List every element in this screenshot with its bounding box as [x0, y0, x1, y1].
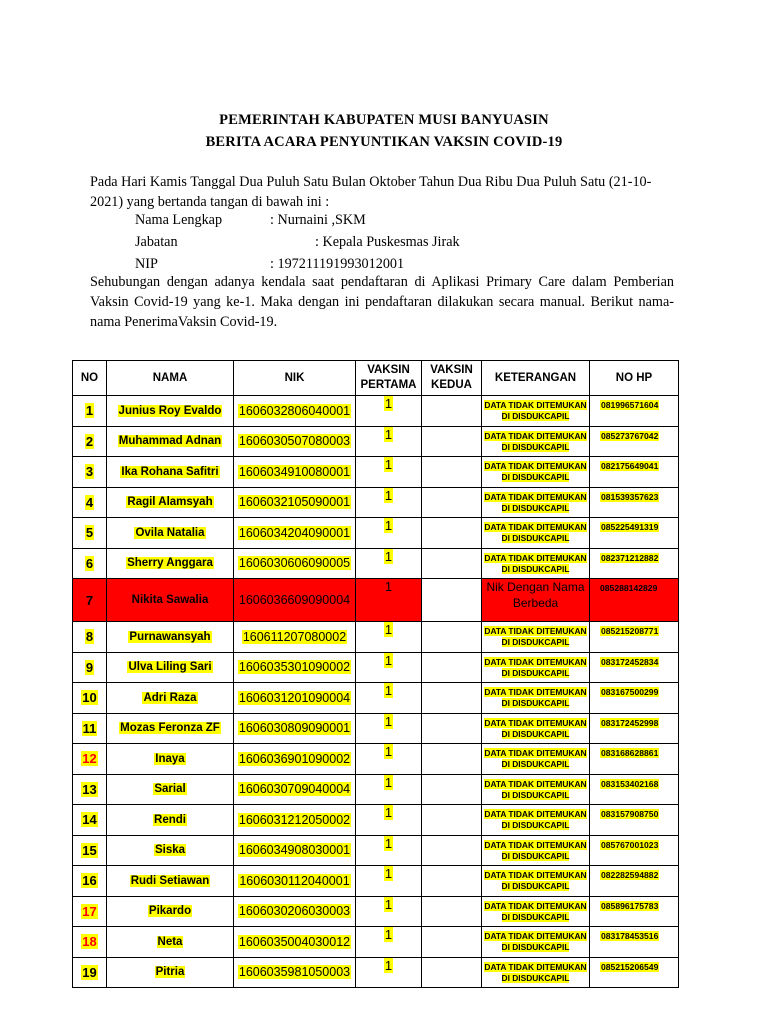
cell-no-hp-text: 085767001023: [601, 839, 659, 850]
cell-no: [73, 896, 107, 927]
cell-no-text: 12: [82, 751, 97, 767]
table-row: [73, 487, 679, 518]
jabatan-label: Jabatan: [135, 234, 178, 250]
cell-vaksin-kedua: [422, 622, 482, 653]
cell-no-hp-text: 083172452998: [601, 717, 659, 728]
table-row: [73, 457, 679, 488]
cell-no: [73, 426, 107, 457]
cell-no-hp: [590, 396, 679, 427]
cell-keterangan-text: DATA TIDAK DITEMUKAN DI DISDUKCAPIL: [484, 961, 587, 983]
cell-vaksin-pertama-text: 1: [384, 713, 393, 729]
cell-keterangan: [482, 927, 590, 958]
cell-vaksin-pertama-text: 1: [384, 652, 393, 668]
cell-no-hp: [590, 622, 679, 653]
cell-vaksin-pertama: [356, 622, 422, 653]
cell-vaksin-pertama-text: 1: [384, 457, 393, 472]
cell-no-text: 9: [85, 659, 94, 675]
cell-keterangan: [482, 896, 590, 927]
cell-nama-text: Siska: [154, 844, 186, 857]
cell-keterangan: [482, 487, 590, 518]
cell-keterangan-text: DATA TIDAK DITEMUKAN DI DISDUKCAPIL: [484, 900, 587, 922]
cell-no-hp: [590, 426, 679, 457]
cell-nik: [234, 396, 356, 427]
cell-nik-text: 1606034910080001: [238, 464, 351, 479]
cell-nama-text: Sherry Anggara: [127, 557, 213, 570]
cell-no: [73, 652, 107, 683]
cell-keterangan-text: DATA TIDAK DITEMUKAN DI DISDUKCAPIL: [484, 400, 587, 422]
cell-vaksin-pertama-text: 1: [384, 927, 393, 942]
table-row: [73, 957, 679, 988]
cell-keterangan: [482, 957, 590, 988]
cell-nik-text: 1606030112040001: [239, 873, 350, 888]
cell-nik-text: 1606032806040001: [238, 403, 351, 418]
cell-keterangan: [482, 396, 590, 427]
cell-nama: [107, 866, 234, 897]
cell-nama: [107, 713, 234, 744]
nip-value: : 197211191993012001: [270, 256, 405, 272]
cell-keterangan: [482, 579, 590, 622]
cell-no-hp-text: 081996571604: [601, 400, 659, 410]
cell-vaksin-pertama: [356, 652, 422, 683]
header-no-hp: NO HP: [590, 361, 679, 396]
cell-nik-text: 1606034204090001: [238, 525, 351, 540]
table-row: [73, 866, 679, 897]
cell-keterangan-text: DATA TIDAK DITEMUKAN DI DISDUKCAPIL: [484, 778, 587, 800]
cell-nama-text: Mozas Feronza ZF: [120, 722, 220, 735]
cell-nama-text: Pitria: [155, 966, 185, 979]
table-row: [73, 518, 679, 549]
cell-nama: [107, 774, 234, 805]
cell-keterangan-text: Nik Dengan Nama Berbeda: [486, 580, 585, 610]
cell-no-text: 7: [85, 592, 94, 608]
cell-vaksin-pertama-text: 1: [384, 426, 393, 442]
cell-keterangan: [482, 866, 590, 897]
cell-no: [73, 774, 107, 805]
cell-keterangan-text: DATA TIDAK DITEMUKAN DI DISDUKCAPIL: [484, 626, 587, 648]
table-row: [73, 744, 679, 775]
cell-keterangan-text: DATA TIDAK DITEMUKAN DI DISDUKCAPIL: [484, 430, 587, 452]
cell-nama-text: Ovila Natalia: [135, 526, 205, 539]
cell-nik-text: 160611207080002: [242, 629, 347, 644]
table-row: [73, 652, 679, 683]
cell-vaksin-pertama-text: 1: [384, 835, 393, 851]
cell-no-hp: [590, 957, 679, 988]
cell-no-text: 6: [85, 555, 94, 571]
cell-no-hp: [590, 548, 679, 579]
cell-vaksin-kedua: [422, 866, 482, 897]
table-row: [73, 548, 679, 579]
cell-no: [73, 835, 107, 866]
cell-nik-text: 1606030606090005: [238, 556, 351, 571]
cell-no-hp: [590, 713, 679, 744]
cell-nik: [234, 426, 356, 457]
cell-vaksin-kedua: [422, 835, 482, 866]
table-row: [73, 426, 679, 457]
cell-no-hp-text: 083172452834: [601, 656, 659, 667]
cell-no-hp: [590, 744, 679, 775]
cell-nik: [234, 518, 356, 549]
cell-vaksin-kedua: [422, 457, 482, 488]
cell-no-hp-text: 085896175783: [601, 900, 659, 911]
cell-no-text: 10: [82, 690, 97, 706]
cell-no-hp-text: 085215206549: [601, 961, 659, 972]
cell-vaksin-kedua: [422, 518, 482, 549]
cell-no-hp-text: 083153402168: [601, 778, 659, 789]
cell-no-hp-text: 085225491319: [601, 522, 659, 532]
cell-vaksin-pertama-text: 1: [384, 957, 393, 973]
cell-vaksin-pertama: [356, 426, 422, 457]
cell-vaksin-pertama-text: 1: [384, 396, 393, 411]
cell-nik: [234, 805, 356, 836]
cell-keterangan: [482, 805, 590, 836]
cell-nik: [234, 866, 356, 897]
cell-nama: [107, 957, 234, 988]
header-nik: NIK: [234, 361, 356, 396]
cell-no-hp-text: 082371212882: [601, 552, 659, 563]
cell-nama-text: Pikardo: [148, 905, 192, 918]
table-row: [73, 927, 679, 958]
cell-nama: [107, 744, 234, 775]
cell-no-text: 5: [85, 525, 94, 541]
cell-vaksin-pertama: [356, 866, 422, 897]
table-row: [73, 774, 679, 805]
cell-no: [73, 548, 107, 579]
cell-keterangan: [482, 774, 590, 805]
cell-vaksin-pertama-text: 1: [384, 579, 393, 594]
cell-nama-text: Nikita Sawalia: [131, 594, 209, 606]
cell-vaksin-kedua: [422, 744, 482, 775]
cell-keterangan: [482, 683, 590, 714]
cell-no: [73, 927, 107, 958]
cell-nik-text: 1606030206030003: [238, 904, 351, 919]
header-vaksin-kedua: VAKSIN KEDUA: [422, 361, 482, 396]
cell-no-hp-text: 083178453516: [601, 931, 659, 941]
cell-nik-text: 1606030507080003: [238, 434, 351, 449]
nama-label: Nama Lengkap: [135, 212, 223, 228]
cell-vaksin-pertama: [356, 579, 422, 622]
cell-no-text: 8: [85, 629, 94, 645]
cell-vaksin-pertama: [356, 805, 422, 836]
cell-vaksin-kedua: [422, 683, 482, 714]
cell-no-text: 1: [85, 403, 94, 419]
cell-vaksin-kedua: [422, 774, 482, 805]
cell-keterangan: [482, 457, 590, 488]
cell-no-hp: [590, 927, 679, 958]
intro-paragraph: Pada Hari Kamis Tanggal Dua Puluh Satu Bulan Oktober Tahun Dua Ribu Dua Puluh Satu (21-10-2021) yang bertanda tangan di bawah ini :: [90, 174, 652, 210]
table-row: [73, 396, 679, 427]
cell-no-hp-text: 083157908750: [601, 809, 659, 819]
cell-nik-text: 1606030809090001: [238, 721, 351, 736]
cell-nik-text: 1606035004030012: [238, 934, 351, 949]
cell-no-text: 13: [82, 781, 97, 797]
cell-keterangan-text: DATA TIDAK DITEMUKAN DI DISDUKCAPIL: [484, 491, 587, 513]
cell-keterangan: [482, 744, 590, 775]
cell-nik: [234, 487, 356, 518]
cell-keterangan: [482, 835, 590, 866]
cell-no-hp: [590, 835, 679, 866]
cell-nik: [234, 683, 356, 714]
cell-nama: [107, 652, 234, 683]
cell-vaksin-kedua: [422, 579, 482, 622]
cell-nama-text: Sarial: [154, 783, 186, 796]
cell-nama-text: Rudi Setiawan: [130, 874, 210, 887]
cell-nama: [107, 927, 234, 958]
cell-keterangan-text: DATA TIDAK DITEMUKAN DI DISDUKCAPIL: [484, 809, 587, 831]
cell-vaksin-pertama-text: 1: [384, 518, 393, 533]
cell-nama-text: Junius Roy Evaldo: [118, 404, 222, 417]
header-line-2: BERITA ACARA PENYUNTIKAN VAKSIN COVID-19: [205, 134, 563, 150]
table-row: [73, 713, 679, 744]
cell-vaksin-pertama: [356, 396, 422, 427]
cell-no: [73, 866, 107, 897]
cell-vaksin-kedua: [422, 396, 482, 427]
cell-no-hp: [590, 518, 679, 549]
cell-vaksin-pertama: [356, 548, 422, 579]
cell-nik-text: 1606030709040004: [238, 782, 351, 797]
cell-keterangan-text: DATA TIDAK DITEMUKAN DI DISDUKCAPIL: [484, 717, 587, 739]
cell-vaksin-pertama: [356, 713, 422, 744]
cell-nama: [107, 518, 234, 549]
cell-nik-text: 1606031201090004: [238, 690, 351, 705]
cell-no-text: 14: [82, 812, 97, 828]
cell-keterangan-text: DATA TIDAK DITEMUKAN DI DISDUKCAPIL: [484, 656, 587, 678]
cell-nik: [234, 744, 356, 775]
table-row: [73, 896, 679, 927]
cell-nama-text: Muhammad Adnan: [118, 435, 222, 448]
cell-no-text: 17: [82, 903, 97, 919]
cell-keterangan-text: DATA TIDAK DITEMUKAN DI DISDUKCAPIL: [484, 839, 587, 861]
cell-nama: [107, 579, 234, 622]
cell-nama: [107, 548, 234, 579]
header-keterangan: KETERANGAN: [482, 361, 590, 396]
cell-no-hp: [590, 683, 679, 714]
cell-vaksin-kedua: [422, 548, 482, 579]
header-line-1: PEMERINTAH KABUPATEN MUSI BANYUASIN: [219, 112, 549, 128]
cell-nik-text: 1606031212050002: [238, 812, 351, 827]
cell-nik: [234, 652, 356, 683]
cell-no: [73, 579, 107, 622]
cell-no-text: 3: [85, 464, 94, 480]
cell-nama-text: Ulva Liling Sari: [128, 661, 212, 674]
cell-nik: [234, 774, 356, 805]
cell-no-text: 2: [85, 433, 94, 449]
cell-keterangan-text: DATA TIDAK DITEMUKAN DI DISDUKCAPIL: [484, 870, 587, 892]
cell-nik-text: 1606034908030001: [238, 843, 351, 858]
cell-keterangan: [482, 652, 590, 683]
cell-nama-text: Rendi: [154, 813, 186, 826]
cell-keterangan: [482, 548, 590, 579]
table-row: [73, 683, 679, 714]
cell-no: [73, 713, 107, 744]
table-row: [73, 805, 679, 836]
cell-vaksin-kedua: [422, 957, 482, 988]
cell-vaksin-pertama-text: 1: [384, 683, 393, 698]
nip-label: NIP: [135, 256, 158, 272]
cell-no-hp: [590, 774, 679, 805]
cell-nik: [234, 957, 356, 988]
cell-keterangan: [482, 622, 590, 653]
cell-vaksin-pertama: [356, 896, 422, 927]
cell-keterangan: [482, 426, 590, 457]
cell-keterangan-text: DATA TIDAK DITEMUKAN DI DISDUKCAPIL: [484, 748, 587, 770]
header-vaksin-pertama: VAKSIN PERTAMA: [356, 361, 422, 396]
cell-vaksin-pertama: [356, 774, 422, 805]
cell-keterangan-text: DATA TIDAK DITEMUKAN DI DISDUKCAPIL: [484, 552, 587, 574]
cell-nama-text: Inaya: [155, 752, 185, 765]
cell-nik: [234, 835, 356, 866]
cell-no: [73, 487, 107, 518]
cell-no-text: 16: [82, 873, 97, 889]
body-paragraph: Sehubungan dengan adanya kendala saat pendaftaran di Aplikasi Primary Care dalam Pemberian Vaksin Covid-19 yang ke-1. Maka dengan ini pendaftaran dilakukan secara manual. Berikut nama-nama PenerimaVaksin Covid-19.: [90, 274, 674, 330]
cell-no: [73, 744, 107, 775]
cell-no-hp: [590, 579, 679, 622]
cell-nik: [234, 548, 356, 579]
cell-no-hp: [590, 866, 679, 897]
cell-no-hp: [590, 805, 679, 836]
nama-value: : Nurnaini ,SKM: [270, 212, 366, 228]
cell-no: [73, 805, 107, 836]
cell-vaksin-kedua: [422, 426, 482, 457]
cell-vaksin-kedua: [422, 652, 482, 683]
cell-no: [73, 518, 107, 549]
cell-keterangan-text: DATA TIDAK DITEMUKAN DI DISDUKCAPIL: [484, 461, 587, 483]
cell-no-hp: [590, 896, 679, 927]
cell-vaksin-pertama-text: 1: [384, 744, 393, 759]
cell-no-hp-text: 085215208771: [601, 626, 659, 636]
table-row: [73, 579, 679, 622]
cell-nama-text: Ika Rohana Safitri: [121, 465, 219, 478]
cell-no-hp-text: 085288142829: [600, 583, 658, 593]
cell-vaksin-pertama: [356, 957, 422, 988]
cell-nik: [234, 896, 356, 927]
cell-nik: [234, 927, 356, 958]
cell-no-hp: [590, 457, 679, 488]
cell-nama-text: Neta: [157, 935, 183, 948]
cell-nama: [107, 683, 234, 714]
cell-vaksin-pertama: [356, 744, 422, 775]
cell-nama-text: Purnawansyah: [129, 630, 211, 643]
cell-vaksin-pertama-text: 1: [384, 866, 393, 881]
cell-no-text: 4: [85, 494, 94, 510]
cell-vaksin-pertama-text: 1: [384, 487, 393, 503]
cell-vaksin-kedua: [422, 805, 482, 836]
cell-keterangan-text: DATA TIDAK DITEMUKAN DI DISDUKCAPIL: [484, 522, 587, 544]
cell-vaksin-pertama: [356, 457, 422, 488]
cell-vaksin-pertama-text: 1: [384, 896, 393, 912]
table-row: [73, 622, 679, 653]
table-row: [73, 835, 679, 866]
cell-vaksin-pertama: [356, 835, 422, 866]
cell-vaksin-kedua: [422, 927, 482, 958]
cell-nama: [107, 396, 234, 427]
cell-vaksin-pertama-text: 1: [384, 548, 393, 564]
cell-nama-text: Adri Raza: [143, 691, 197, 704]
cell-vaksin-pertama: [356, 683, 422, 714]
vaccine-recipient-table: [72, 360, 679, 988]
cell-vaksin-kedua: [422, 713, 482, 744]
cell-nama: [107, 622, 234, 653]
cell-no-hp-text: 081539357623: [601, 491, 659, 502]
cell-no-hp-text: 083168628861: [601, 748, 659, 758]
cell-vaksin-kedua: [422, 487, 482, 518]
table-header-row: [73, 361, 679, 396]
cell-nama-text: Ragil Alamsyah: [127, 496, 213, 509]
cell-nik: [234, 622, 356, 653]
cell-no-hp-text: 082282594882: [601, 870, 659, 880]
cell-no: [73, 622, 107, 653]
cell-nik: [234, 713, 356, 744]
header-no: NO: [73, 361, 107, 396]
cell-vaksin-pertama-text: 1: [384, 805, 393, 820]
cell-vaksin-pertama: [356, 487, 422, 518]
cell-vaksin-pertama-text: 1: [384, 622, 393, 637]
cell-nama: [107, 835, 234, 866]
cell-nama: [107, 896, 234, 927]
cell-no-hp-text: 083167500299: [601, 687, 659, 697]
cell-nama: [107, 805, 234, 836]
cell-no-hp-text: 082175649041: [601, 461, 659, 471]
cell-no-text: 11: [82, 720, 97, 736]
cell-no-text: 18: [82, 934, 97, 950]
jabatan-value: : Kepala Puskesmas Jirak: [315, 234, 460, 250]
cell-no-hp: [590, 652, 679, 683]
cell-nik-text: 1606032105090001: [238, 495, 351, 510]
cell-keterangan-text: DATA TIDAK DITEMUKAN DI DISDUKCAPIL: [484, 687, 587, 709]
cell-no-hp: [590, 487, 679, 518]
cell-nama: [107, 487, 234, 518]
cell-no: [73, 957, 107, 988]
cell-nik: [234, 579, 356, 622]
cell-keterangan: [482, 518, 590, 549]
cell-nik-text: 1606035301090002: [238, 660, 351, 675]
cell-keterangan: [482, 713, 590, 744]
table-body: [73, 396, 679, 988]
cell-no: [73, 396, 107, 427]
cell-nama: [107, 457, 234, 488]
cell-no: [73, 683, 107, 714]
cell-vaksin-kedua: [422, 896, 482, 927]
cell-nik-text: 1606035981050003: [238, 965, 351, 980]
cell-no-text: 15: [82, 842, 97, 858]
cell-nama: [107, 426, 234, 457]
cell-nik-text: 1606036901090002: [238, 751, 351, 766]
cell-no-text: 19: [82, 964, 97, 980]
cell-nik: [234, 457, 356, 488]
cell-no-hp-text: 085273767042: [601, 430, 659, 441]
cell-keterangan-text: DATA TIDAK DITEMUKAN DI DISDUKCAPIL: [484, 931, 587, 953]
cell-vaksin-pertama: [356, 518, 422, 549]
cell-vaksin-pertama: [356, 927, 422, 958]
header-nama: NAMA: [107, 361, 234, 396]
cell-vaksin-pertama-text: 1: [384, 774, 393, 790]
cell-no: [73, 457, 107, 488]
cell-nik-text: 1606036609090004: [238, 593, 351, 607]
